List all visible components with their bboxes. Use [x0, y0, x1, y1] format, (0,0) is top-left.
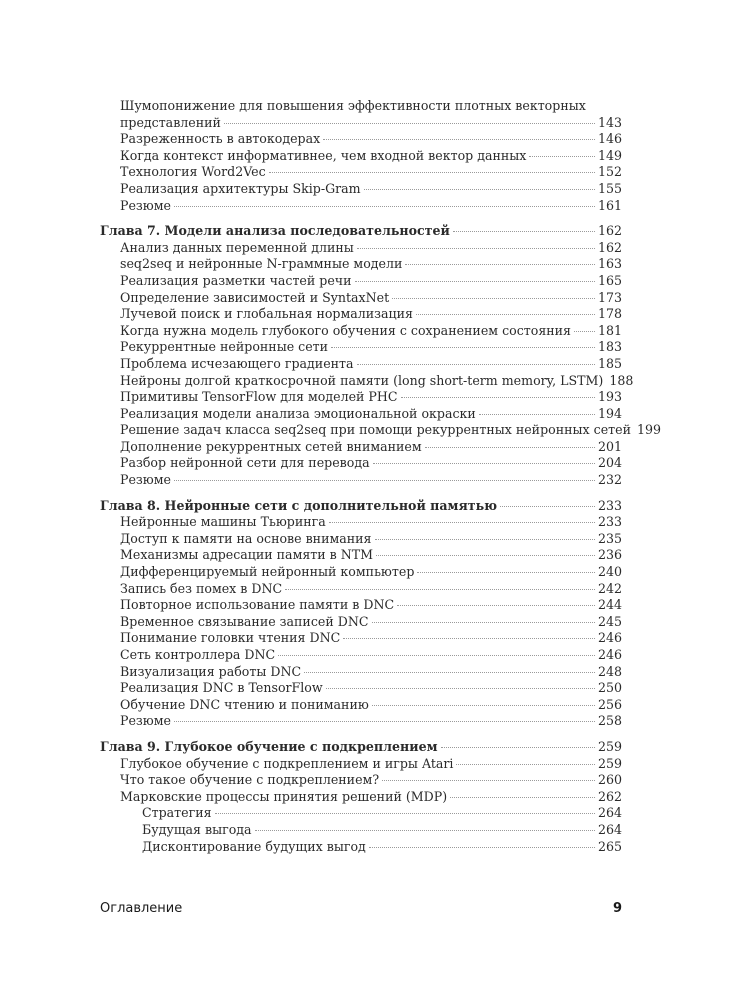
toc-entry[interactable] — [100, 789, 622, 806]
leader-dots — [397, 605, 595, 606]
table-of-contents — [100, 98, 662, 855]
toc-entry[interactable] — [100, 273, 622, 290]
toc-entry-label: Будущая выгода — [142, 821, 252, 837]
leader-dots — [500, 506, 595, 507]
toc-entry[interactable] — [100, 98, 622, 131]
toc-entry[interactable] — [100, 306, 622, 323]
toc-entry[interactable] — [100, 148, 622, 165]
leader-dots — [357, 248, 595, 249]
toc-entry[interactable] — [100, 323, 622, 340]
toc-entry-page: 246 — [597, 630, 622, 646]
toc-entry-page: 185 — [597, 355, 622, 371]
toc-entry-label: Когда контекст информативнее, чем входной вектор данных — [120, 147, 527, 163]
leader-dots — [441, 747, 595, 748]
toc-entry-label: Определение зависимостей и SyntaxNet — [120, 289, 390, 305]
leader-dots — [326, 688, 595, 689]
toc-entry-page: 264 — [597, 805, 622, 821]
toc-entry-label: Реализация архитектуры Skip-Gram — [120, 180, 361, 196]
leader-dots — [375, 539, 595, 540]
toc-entry-label: Примитивы TensorFlow для моделей РНС — [120, 389, 398, 405]
toc-entry-page: 265 — [597, 838, 622, 854]
leader-dots — [304, 672, 595, 673]
toc-entry-page: 162 — [597, 239, 622, 255]
toc-entry[interactable] — [100, 240, 622, 257]
toc-entry-page: 199 — [636, 422, 662, 438]
toc-entry[interactable] — [100, 514, 622, 531]
toc-entry[interactable] — [100, 472, 622, 489]
toc-entry-label: Понимание головки чтения DNC — [120, 630, 341, 646]
leader-dots — [529, 156, 595, 157]
leader-dots — [369, 847, 595, 848]
toc-entry-label: Повторное использование памяти в DNC — [120, 597, 395, 613]
leader-dots — [416, 314, 595, 315]
toc-entry[interactable] — [100, 389, 622, 406]
toc-entry-label: Глубокое обучение с подкреплением и игры Atari — [120, 755, 454, 771]
toc-chapter-9[interactable] — [100, 739, 622, 756]
leader-dots — [357, 364, 595, 365]
toc-entry[interactable] — [100, 531, 622, 548]
leader-dots — [343, 638, 595, 639]
leader-dots — [278, 655, 595, 656]
toc-entry-page: 262 — [597, 788, 622, 804]
toc-entry-label: Реализация модели анализа эмоциональной окраски — [120, 405, 476, 421]
toc-entry-label: Анализ данных переменной длины — [120, 239, 354, 255]
toc-entry-page: 201 — [597, 438, 622, 454]
chapter-page: 259 — [597, 738, 622, 754]
leader-dots — [215, 813, 595, 814]
toc-entry-page: 256 — [597, 696, 622, 712]
leader-dots — [285, 589, 595, 590]
toc-entry[interactable] — [100, 256, 622, 273]
leader-dots — [417, 572, 595, 573]
leader-dots — [456, 764, 595, 765]
chapter-page: 233 — [597, 497, 622, 513]
leader-dots — [364, 189, 595, 190]
toc-entry-label: Технология Word2Vec — [120, 164, 266, 180]
toc-entry-page: 240 — [597, 564, 622, 580]
toc-entry[interactable] — [100, 630, 622, 647]
page-footer — [100, 901, 622, 916]
toc-entry-label: Нейронные машины Тьюринга — [120, 514, 326, 530]
toc-entry[interactable] — [100, 664, 622, 681]
toc-entry[interactable] — [100, 597, 622, 614]
toc-entry[interactable] — [100, 772, 622, 789]
toc-entry-label: Решение задач класса seq2seq при помощи рекуррентных нейронных сетей — [120, 422, 631, 438]
leader-dots — [269, 172, 595, 173]
leader-dots — [373, 463, 595, 464]
toc-entry-label: Лучевой поиск и глобальная нормализация — [120, 306, 413, 322]
toc-entry-label: Проблема исчезающего градиента — [120, 355, 354, 371]
leader-dots — [329, 522, 595, 523]
toc-entry-label: Разреженность в автокодерах — [120, 131, 321, 147]
toc-entry-label: seq2seq и нейронные N-граммные модели — [120, 256, 403, 272]
toc-entry-page: 188 — [609, 372, 634, 388]
toc-entry[interactable] — [100, 680, 622, 697]
toc-entry-label: Резюме — [120, 197, 172, 213]
leader-dots — [174, 480, 595, 481]
toc-entry-label: Когда нужна модель глубокого обучения с сохранением состояния — [120, 322, 571, 338]
toc-entry[interactable] — [100, 455, 622, 472]
toc-entry-page: 246 — [597, 647, 622, 662]
toc-entry-page: 250 — [597, 680, 622, 696]
toc-entry-label: Дифференцируемый нейронный компьютер — [120, 564, 415, 580]
leader-dots — [574, 331, 595, 332]
leader-dots — [323, 139, 595, 140]
leader-dots — [372, 705, 595, 706]
toc-entry-page: 236 — [597, 547, 622, 563]
toc-entry-label: Механизмы адресации памяти в NTM — [120, 547, 374, 563]
toc-subentry[interactable] — [100, 805, 622, 822]
toc-entry[interactable] — [100, 564, 622, 581]
toc-entry-page: 193 — [597, 389, 622, 405]
leader-dots — [450, 797, 595, 798]
toc-entry-label: Марковские процессы принятия решений (MDP) — [120, 788, 448, 804]
toc-entry[interactable] — [100, 697, 622, 714]
leader-dots — [392, 298, 595, 299]
toc-entry-label: Реализация разметки частей речи — [120, 272, 352, 288]
chapter-page: 162 — [597, 223, 622, 239]
toc-entry[interactable] — [100, 131, 622, 148]
toc-entry-page: 242 — [597, 580, 622, 596]
toc-entry-page: 155 — [597, 180, 622, 196]
toc-entry[interactable] — [100, 756, 622, 773]
toc-entry-label: представлений — [120, 114, 221, 130]
toc-entry-label: Нейроны долгой краткосрочной памяти (long short-term memory, LSTM) — [120, 372, 604, 388]
toc-entry-page: 248 — [597, 663, 622, 679]
toc-subentry[interactable] — [100, 839, 622, 856]
toc-entry-label: Дополнение рекуррентных сетей вниманием — [120, 438, 422, 454]
toc-entry-label: Обучение DNC чтению и пониманию — [120, 696, 369, 712]
leader-dots — [224, 123, 595, 124]
toc-entry-page: 165 — [597, 272, 622, 288]
leader-dots — [372, 622, 595, 623]
toc-entry-page: 146 — [597, 131, 622, 147]
leader-dots — [331, 347, 595, 348]
leader-dots — [479, 414, 595, 415]
toc-entry-page: 245 — [597, 613, 622, 629]
toc-entry-page: 258 — [597, 713, 622, 729]
toc-subentry[interactable] — [100, 822, 622, 839]
toc-entry-page: 149 — [597, 147, 622, 163]
chapter-title: Глава 8. Нейронные сети с дополнительной памятью — [100, 497, 498, 513]
toc-entry-page: 264 — [597, 821, 622, 837]
chapter-title: Глава 7. Модели анализа последовательностей — [100, 223, 450, 239]
toc-entry[interactable] — [100, 372, 634, 390]
toc-entry-page: 161 — [597, 197, 622, 213]
toc-entry-label: Что такое обучение с подкреплением? — [120, 772, 380, 788]
toc-entry-page: 233 — [597, 514, 622, 530]
running-footer-title: Оглавление — [100, 901, 183, 916]
toc-entry[interactable] — [100, 181, 622, 198]
toc-entry[interactable] — [100, 647, 622, 664]
toc-entry-page: 183 — [597, 339, 622, 355]
toc-entry-label: Резюме — [120, 472, 172, 488]
toc-entry-page: 194 — [597, 405, 622, 421]
leader-dots — [376, 555, 595, 556]
toc-entry-page: 143 — [597, 114, 622, 130]
toc-entry[interactable] — [100, 581, 622, 598]
toc-entry[interactable] — [100, 439, 622, 456]
toc-entry-page: 260 — [597, 772, 622, 788]
toc-entry-label: Реализация DNC в TensorFlow — [120, 680, 323, 696]
toc-entry-page: 259 — [597, 755, 622, 771]
toc-chapter-8[interactable] — [100, 498, 622, 515]
toc-entry-page: 204 — [597, 455, 622, 471]
toc-entry[interactable] — [100, 198, 622, 215]
toc-entry-label: Доступ к памяти на основе внимания — [120, 530, 372, 546]
toc-entry-page: 232 — [597, 472, 622, 488]
toc-entry-page: 244 — [597, 597, 622, 613]
toc-chapter-7[interactable] — [100, 223, 622, 240]
leader-dots — [401, 397, 595, 398]
toc-entry[interactable] — [100, 547, 622, 564]
toc-entry-label: Временное связывание записей DNC — [120, 613, 369, 629]
leader-dots — [425, 447, 595, 448]
toc-entry-label: Резюме — [120, 713, 172, 729]
leader-dots — [382, 780, 595, 781]
leader-dots — [405, 264, 595, 265]
toc-entry[interactable] — [100, 339, 622, 356]
toc-entry-page: 152 — [597, 164, 622, 180]
toc-entry[interactable] — [100, 614, 622, 631]
leader-dots — [174, 206, 595, 207]
toc-entry-page: 163 — [597, 256, 622, 272]
chapter-title: Глава 9. Глубокое обучение с подкреплением — [100, 738, 438, 754]
toc-entry[interactable] — [100, 290, 622, 307]
leader-dots — [453, 231, 595, 232]
page-number: 9 — [612, 901, 622, 916]
leader-dots — [355, 281, 595, 282]
toc-entry-label: Визуализация работы DNC — [120, 663, 302, 679]
toc-entry-label: Разбор нейронной сети для перевода — [120, 455, 370, 471]
toc-entry-page: 235 — [597, 530, 622, 546]
toc-entry[interactable] — [100, 713, 622, 730]
toc-entry[interactable] — [100, 164, 622, 181]
toc-entry-page: 181 — [597, 322, 622, 338]
toc-entry-label: Дисконтирование будущих выгод — [142, 838, 366, 854]
toc-entry-label: Сеть контроллера DNC — [120, 647, 276, 662]
toc-entry-page: 173 — [597, 289, 622, 305]
leader-dots — [174, 721, 595, 722]
toc-entry-label: Стратегия — [142, 805, 212, 821]
toc-entry[interactable] — [100, 356, 622, 373]
toc-entry-label: Рекуррентные нейронные сети — [120, 339, 329, 355]
toc-entry[interactable] — [100, 422, 662, 439]
leader-dots — [255, 830, 595, 831]
toc-entry[interactable] — [100, 406, 622, 423]
toc-entry-label: Запись без помех в DNC — [120, 580, 283, 596]
toc-entry-page: 178 — [597, 306, 622, 322]
toc-entry-label-line1: Шумопонижение для повышения эффективности плотных векторных — [120, 98, 586, 113]
